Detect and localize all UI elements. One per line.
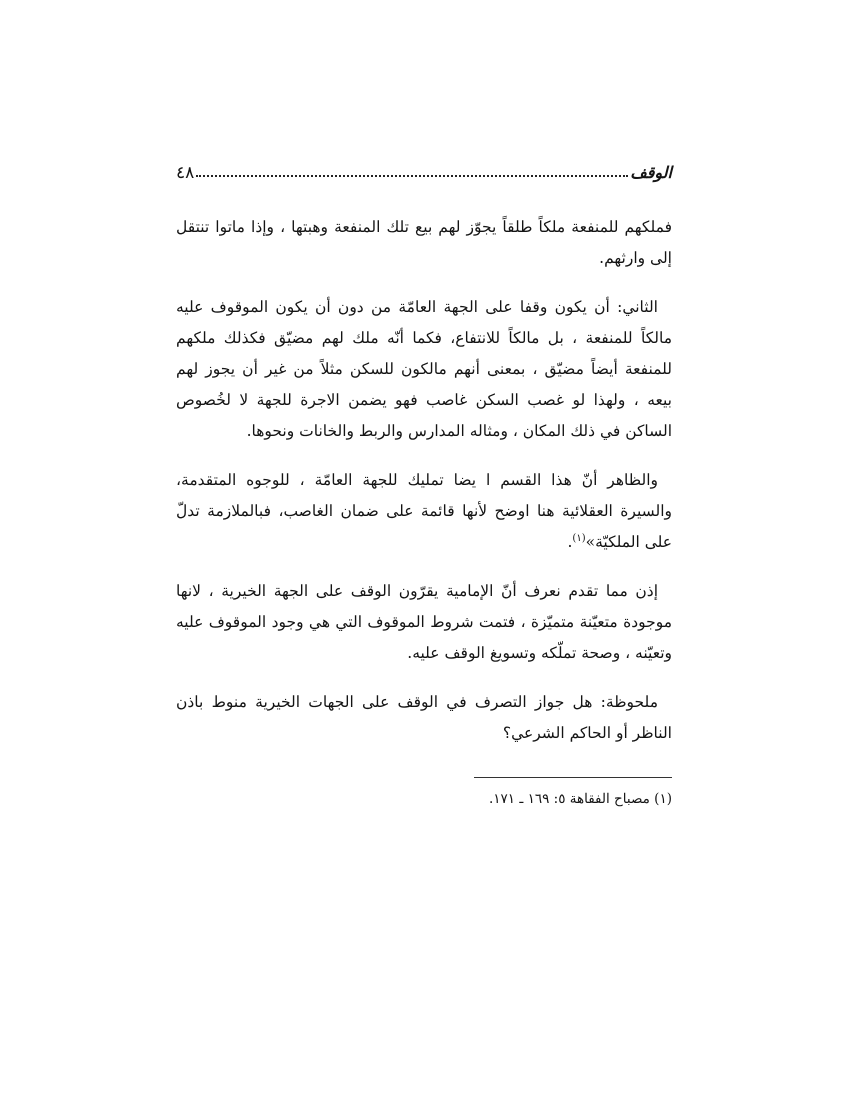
footnote-divider (474, 777, 672, 778)
page-number: ٤٨ (176, 163, 195, 183)
footnote: (١) مصباح الفقاهة ٥: ١٦٩ ـ ١٧١. (488, 791, 672, 807)
paragraph-3-text: والظاهر أنّ هذا القسم ا يضا تمليك للجهة العامّة ، للوجوه المتقدمة، والسيرة العقلائية هنا اوضح لأنها قائمة على ضمان الغاصب، فبالملازمة تدلّ على الملكيّة» (176, 471, 672, 551)
header-dot-leader (196, 175, 628, 177)
paragraph-3-tail: . (567, 533, 573, 551)
running-header (176, 152, 672, 182)
running-header-title: الوقف (630, 163, 672, 182)
paragraph-4: إذن مما تقدم نعرف أنّ الإمامية يقرّون الوقف على الجهة الخيرية ، لانها موجودة متعيّنة متميّزة ، فتمت شروط الموقوف التي هي وجود الموقوف عليه وتعيّنه ، وصحة تملّكه وتسويغ الوقف عليه. (176, 582, 672, 662)
paragraph-1: فملكهم للمنفعة ملكاً طلقاً يجوّز لهم بيع تلك المنفعة وهبتها ، وإذا ماتوا تنتقل إلى وارثهم. (176, 218, 672, 267)
paragraph-3 (176, 465, 672, 558)
footnote-reference: (١) (572, 532, 586, 544)
paragraph-2: الثاني: أن يكون وقفا على الجهة العامّة من دون أن يكون الموقوف عليه مالكاً للمنفعة ، بل مالكاً للانتفاع، فكما أنّه ملك لهم مضيّق فكذلك ملكهم للمنفعة أيضاً مضيّق ، بمعنى أنهم مالكون للسكن مثلاً من غير أن يجوز لهم بيعه ، ولهذا لو غصب السكن غاصب فهو يضمن الاجرة للجهة لا لخُصوص الساكن في ذلك المكان ، ومثاله المدارس والربط والخانات ونحوها. (176, 298, 672, 440)
body-text (176, 212, 672, 749)
paragraph-5: ملحوظة: هل جواز التصرف في الوقف على الجهات الخيرية منوط باذن الناظر أو الحاكم الشرعي؟ (176, 693, 672, 742)
document-page (176, 152, 672, 810)
